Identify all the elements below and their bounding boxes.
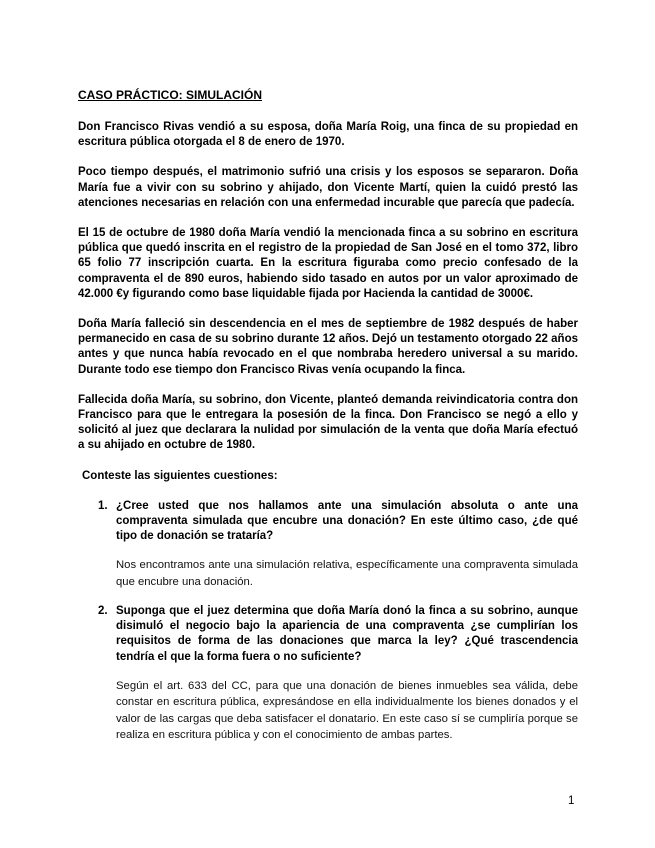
question-text: ¿Cree usted que nos hallamos ante una simulación absoluta o ante una compraventa simulada que encubre una donación? En este último caso, ¿de qué tipo de donación se trataría? bbox=[116, 499, 578, 543]
paragraph-1: Don Francisco Rivas vendió a su esposa, doña María Roig, una finca de su propiedad en escritura pública otorgada el 8 de enero de 1970. bbox=[78, 121, 578, 149]
document-page bbox=[78, 88, 578, 758]
question-number: 1. bbox=[98, 499, 108, 512]
question-1 bbox=[98, 499, 578, 545]
document-title: CASO PRÁCTICO: SIMULACIÓN bbox=[78, 88, 262, 102]
answer-1: Nos encontramos ante una simulación relativa, específicamente una compraventa simulada que encubre una donación. bbox=[116, 559, 578, 588]
paragraph-4: Doña María falleció sin descendencia en el mes de septiembre de 1982 después de haber permanecido en casa de su sobrino durante 12 años. Dejó un testamento otorgado 22 años antes y que nunca había revocado en el que nombraba heredero universal a su marido. Durante todo ese tiempo don Francisco Rivas venía ocupando la finca. bbox=[78, 318, 578, 376]
question-number: 2. bbox=[98, 605, 108, 618]
instruction: Conteste las siguientes cuestiones: bbox=[82, 469, 278, 482]
question-text: Suponga que el juez determina que doña María donó la finca a su sobrino, aunque disimuló el negocio bajo la apariencia de una compraventa ¿se cumplirían los requisitos de forma de las donaciones que marca la ley? ¿Qué trascendencia tendría el que la forma fuera o no suficiente? bbox=[116, 605, 578, 663]
page-number: 1 bbox=[568, 795, 575, 807]
paragraph-3: El 15 de octubre de 1980 doña María vendió la mencionada finca a su sobrino en escritura pública que quedó inscrita en el registro de la propiedad de San José en el tomo 372, libro 65 folio 77 inscripción cuarta. En la escritura figuraba como precio confesado de la compraventa el de 890 euros, habiendo sido tasado en autos por un valor aproximado de 42.000 €y figurando como base liquidable fijada por Hacienda la cantidad de 3000€. bbox=[78, 227, 578, 300]
answer-2: Según el art. 633 del CC, para que una donación de bienes inmuebles sea válida, debe constar en escritura pública, expresándose en ella individualmente los bienes donados y el valor de las cargas que deba satisfacer el donatario. En este caso sí se cumpliría porque se realiza en escritura pública y con el conocimiento de ambas partes. bbox=[116, 679, 578, 742]
paragraph-2: Poco tiempo después, el matrimonio sufrió una crisis y los esposos se separaron. Doña María fue a vivir con su sobrino y ahijado, don Vicente Martí, quien la cuidó prestó las atenciones necesarias en relación con una enfermedad incurable que parecía que padecía. bbox=[78, 166, 578, 209]
question-2 bbox=[98, 604, 578, 665]
paragraph-5: Fallecida doña María, su sobrino, don Vicente, planteó demanda reivindicatoria contra don Francisco para que le entregara la posesión de la finca. Don Francisco se negó a ello y solicitó al juez que declarara la nulidad por simulación de la venta que doña María efectuó a su ahijado en octubre de 1980. bbox=[78, 393, 578, 452]
